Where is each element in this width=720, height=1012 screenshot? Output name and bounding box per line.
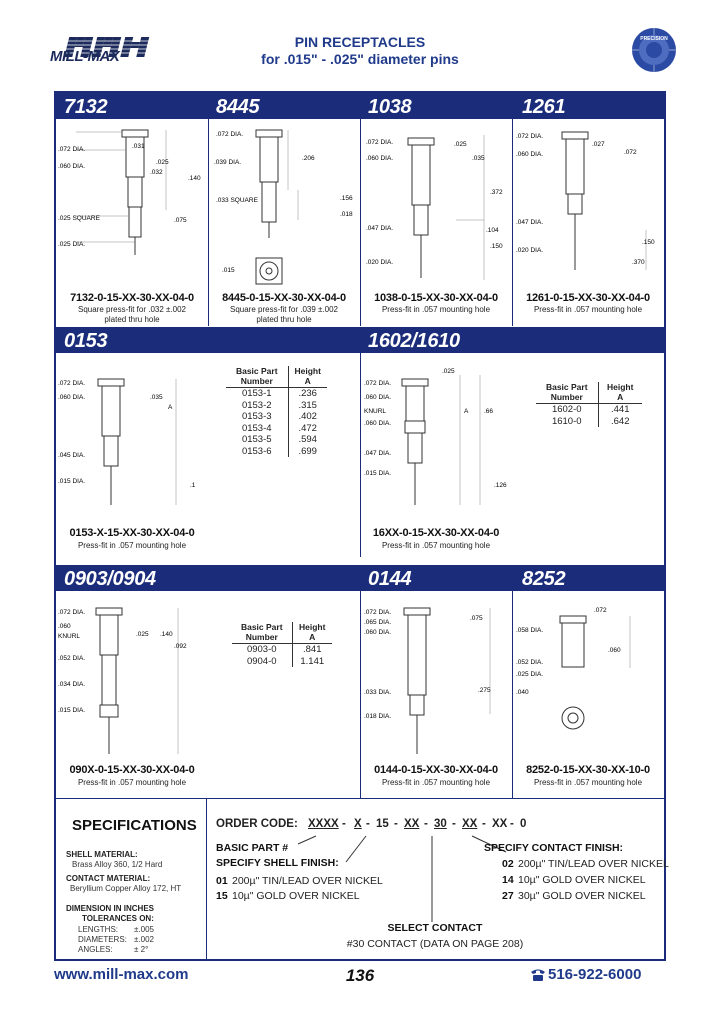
part-number: 0144-0-15-XX-30-XX-04-0 bbox=[374, 764, 498, 776]
mounting-note: Square press-fit for .032 ±.002 bbox=[77, 305, 186, 314]
table-row: 0153-4 .472 bbox=[226, 423, 327, 435]
dim-label: .060 DIA. bbox=[364, 420, 392, 427]
dim-label: .020 DIA. bbox=[516, 247, 544, 254]
dim-label: .033 SQUARE bbox=[216, 197, 258, 204]
dim-label: .033 DIA. bbox=[364, 689, 392, 696]
dim-label: .025 bbox=[442, 368, 455, 375]
phone-number: 516-922-6000 bbox=[548, 966, 642, 983]
mounting-note: Square press-fit for .039 ±.002 bbox=[229, 305, 338, 314]
band-label-8252: 8252 bbox=[522, 568, 566, 590]
dim-label: A bbox=[168, 404, 173, 411]
finish-desc: 30µ" GOLD OVER NICKEL bbox=[518, 890, 646, 902]
dim-label: .060 DIA. bbox=[58, 163, 86, 170]
dim-label: .072 DIA. bbox=[366, 139, 394, 146]
dim-label: .025 DIA. bbox=[516, 671, 544, 678]
table-row: 0153-6 .699 bbox=[226, 446, 327, 458]
part-number: 0153-X-15-XX-30-XX-04-0 bbox=[69, 527, 195, 539]
part-number: 090X-0-15-XX-30-XX-04-0 bbox=[69, 764, 195, 776]
dim-label: .060 DIA. bbox=[364, 629, 392, 636]
dim-label: .025 DIA. bbox=[58, 241, 86, 248]
pin-drawing-0903 bbox=[56, 594, 208, 760]
dim-label: .072 DIA. bbox=[58, 146, 86, 153]
mounting-note: plated thru hole bbox=[104, 315, 160, 324]
order-code-segment: 15 bbox=[376, 818, 389, 830]
spec-text: Beryllium Copper Alloy 172, HT bbox=[70, 884, 182, 893]
dim-label: KNURL bbox=[364, 408, 387, 415]
table-row: 0153-2 .315 bbox=[226, 400, 327, 412]
spec-text: ±.002 bbox=[134, 935, 154, 944]
dim-label: .060 DIA. bbox=[366, 155, 394, 162]
pin-drawing-1038 bbox=[360, 120, 512, 288]
order-code-sep: - bbox=[394, 818, 398, 830]
dim-label: .031 bbox=[132, 143, 145, 150]
dim-label: .060 bbox=[58, 623, 71, 630]
dim-label: .66 bbox=[484, 408, 494, 415]
basic-part-label: BASIC PART # bbox=[216, 842, 289, 854]
order-code-segment: XX bbox=[462, 818, 478, 830]
dim-label: .072 bbox=[594, 607, 607, 614]
dim-label: .370 bbox=[632, 259, 645, 266]
divider bbox=[56, 798, 664, 799]
dim-label: .072 DIA. bbox=[364, 380, 392, 387]
dim-label: .275 bbox=[478, 687, 491, 694]
dim-label: .047 DIA. bbox=[366, 225, 394, 232]
dim-label: .035 bbox=[150, 394, 163, 401]
order-code-segment: 0 bbox=[520, 818, 527, 830]
part-number: 1261-0-15-XX-30-XX-04-0 bbox=[526, 292, 650, 304]
order-code-segment: X bbox=[354, 818, 362, 830]
band-label-1261: 1261 bbox=[522, 96, 566, 118]
select-contact-text: #30 CONTACT (DATA ON PAGE 208) bbox=[346, 938, 524, 950]
specifications-title: SPECIFICATIONS bbox=[72, 817, 197, 834]
finish-desc: 10µ" GOLD OVER NICKEL bbox=[518, 874, 646, 886]
spec-heading: DIMENSION IN INCHES bbox=[66, 904, 155, 913]
part-number: 8445-0-15-XX-30-XX-04-0 bbox=[222, 292, 346, 304]
part-number: 7132-0-15-XX-30-XX-04-0 bbox=[70, 292, 194, 304]
dim-label: .104 bbox=[486, 227, 499, 234]
dim-label: .140 bbox=[160, 631, 173, 638]
pin-drawing-1602-1610 bbox=[360, 355, 512, 515]
phone-icon bbox=[530, 968, 546, 982]
band-label-0903-0904: 0903/0904 bbox=[64, 568, 156, 590]
order-code-segment: 30 bbox=[434, 818, 447, 830]
spec-heading: SHELL MATERIAL: bbox=[66, 850, 138, 859]
band-label-0144: 0144 bbox=[368, 568, 412, 590]
dim-label: .040 bbox=[516, 689, 529, 696]
finish-code: 01 bbox=[216, 875, 228, 887]
spec-text: Brass Alloy 360, 1/2 Hard bbox=[72, 860, 163, 869]
band-label-7132: 7132 bbox=[64, 96, 108, 118]
logo-text: MILL-MAX bbox=[50, 48, 120, 65]
dim-label: .025 bbox=[156, 159, 169, 166]
table-row: 0153-5 .594 bbox=[226, 434, 327, 446]
spec-text: ANGLES: bbox=[78, 945, 113, 954]
height-table-0903 bbox=[232, 622, 332, 667]
mounting-note: plated thru hole bbox=[256, 315, 312, 324]
dim-label: .072 DIA. bbox=[364, 609, 392, 616]
order-code-sep: - bbox=[366, 818, 370, 830]
website-link[interactable]: www.mill-max.com bbox=[54, 966, 189, 983]
seal-text: PRECISION bbox=[640, 36, 668, 42]
dim-label: .060 DIA. bbox=[516, 151, 544, 158]
part-number: 1038-0-15-XX-30-XX-04-0 bbox=[374, 292, 498, 304]
band-label-1602-1610: 1602/1610 bbox=[368, 330, 460, 352]
table-header: Height A bbox=[288, 366, 327, 388]
dim-label: .020 DIA. bbox=[366, 259, 394, 266]
spec-text: DIAMETERS: bbox=[78, 935, 127, 944]
dim-label: .015 DIA. bbox=[364, 470, 392, 477]
dim-label: .075 bbox=[470, 615, 483, 622]
dim-label: .058 DIA. bbox=[516, 627, 544, 634]
contact-finish-label: SPECIFY CONTACT FINISH: bbox=[484, 842, 624, 854]
dim-label: .372 bbox=[490, 189, 503, 196]
dim-label: .065 DIA. bbox=[364, 619, 392, 626]
dim-label: .060 DIA. bbox=[58, 394, 86, 401]
table-header: Basic Part Number bbox=[545, 382, 588, 402]
band-label-1038: 1038 bbox=[368, 96, 412, 118]
dim-label: .060 bbox=[608, 647, 621, 654]
precision-seal-icon bbox=[630, 26, 678, 74]
pin-drawing-0153 bbox=[56, 355, 208, 515]
page-title: PIN RECEPTACLES bbox=[294, 34, 426, 50]
finish-desc: 10µ" GOLD OVER NICKEL bbox=[232, 890, 360, 902]
dim-label: .015 bbox=[222, 267, 235, 274]
order-code-segment: XXXX bbox=[308, 818, 339, 830]
dim-label: .072 DIA. bbox=[516, 133, 544, 140]
order-code-sep: - bbox=[510, 818, 514, 830]
finish-desc: 200µ" TIN/LEAD OVER NICKEL bbox=[232, 875, 383, 887]
table-row: 0903-0 .841 bbox=[232, 644, 332, 656]
order-code-sep: - bbox=[452, 818, 456, 830]
finish-code: 14 bbox=[502, 874, 514, 886]
dim-label: .092 bbox=[174, 643, 187, 650]
mounting-note: Press-fit in .057 mounting hole bbox=[533, 305, 643, 314]
order-code-sep: - bbox=[482, 818, 486, 830]
dim-label: .035 bbox=[472, 155, 485, 162]
dim-label: .150 bbox=[642, 239, 655, 246]
dim-label: .034 DIA. bbox=[58, 681, 86, 688]
table-row: 0153-1 .236 bbox=[226, 388, 327, 400]
pin-drawing-7132 bbox=[56, 120, 208, 288]
height-table-0153 bbox=[226, 366, 327, 457]
dim-label: .032 bbox=[150, 169, 163, 176]
height-table-1602 bbox=[536, 382, 642, 427]
order-code-segment: XX bbox=[492, 818, 508, 830]
dim-label: .015 DIA. bbox=[58, 478, 86, 485]
part-number: 16XX-0-15-XX-30-XX-04-0 bbox=[372, 527, 500, 539]
band-label-8445: 8445 bbox=[216, 96, 260, 118]
dim-label: A bbox=[464, 408, 469, 415]
dim-label: .052 DIA. bbox=[516, 659, 544, 666]
mounting-note: Press-fit in .057 mounting hole bbox=[533, 778, 643, 787]
finish-desc: 200µ" TIN/LEAD OVER NICKEL bbox=[518, 858, 669, 870]
table-header: Basic Part Number bbox=[235, 366, 278, 386]
mounting-note: Press-fit in .057 mounting hole bbox=[77, 778, 187, 787]
table-header: Basic Part Number bbox=[240, 622, 283, 642]
dim-label: .052 DIA. bbox=[58, 655, 86, 662]
order-code-sep: - bbox=[424, 818, 428, 830]
dim-label: KNURL bbox=[58, 633, 81, 640]
spec-heading: TOLERANCES ON: bbox=[82, 914, 154, 923]
mounting-note: Press-fit in .057 mounting hole bbox=[381, 305, 491, 314]
dim-label: .140 bbox=[188, 175, 201, 182]
mounting-note: Press-fit in .057 mounting hole bbox=[381, 778, 491, 787]
dim-label: .072 DIA. bbox=[58, 609, 86, 616]
dim-label: .156 bbox=[340, 195, 353, 202]
dim-label: .018 DIA. bbox=[364, 713, 392, 720]
table-row: 0153-3 .402 bbox=[226, 411, 327, 423]
dim-label: .027 bbox=[592, 141, 605, 148]
order-code-label: ORDER CODE: bbox=[216, 818, 298, 830]
finish-code: 15 bbox=[216, 890, 228, 902]
table-row: 0904-0 1.141 bbox=[232, 656, 332, 668]
dim-label: .072 DIA. bbox=[58, 380, 86, 387]
band-label-0153: 0153 bbox=[64, 330, 108, 352]
dim-label: .1 bbox=[190, 482, 196, 489]
table-header: Height A bbox=[598, 382, 642, 404]
dim-label: .045 DIA. bbox=[58, 452, 86, 459]
mounting-note: Press-fit in .057 mounting hole bbox=[77, 541, 187, 550]
dim-label: .075 bbox=[174, 217, 187, 224]
dim-label: .025 bbox=[136, 631, 149, 638]
dim-label: .126 bbox=[494, 482, 507, 489]
finish-code: 27 bbox=[502, 890, 514, 902]
dim-label: .047 DIA. bbox=[364, 450, 392, 457]
dim-label: .025 SQUARE bbox=[58, 215, 100, 222]
pin-drawing-1261 bbox=[512, 120, 664, 288]
dim-label: .018 bbox=[340, 211, 353, 218]
pin-drawing-8445 bbox=[208, 120, 360, 288]
spec-text: ±.005 bbox=[134, 925, 154, 934]
order-code-segment: XX bbox=[404, 818, 420, 830]
dim-label: .015 DIA. bbox=[58, 707, 86, 714]
dim-label: .072 bbox=[624, 149, 637, 156]
table-row: 1610-0 .642 bbox=[536, 416, 642, 428]
dim-label: .206 bbox=[302, 155, 315, 162]
spec-text: LENGTHS: bbox=[78, 925, 119, 934]
pin-drawing-8252 bbox=[512, 594, 664, 760]
part-number: 8252-0-15-XX-30-XX-10-0 bbox=[526, 764, 650, 776]
page-number: 136 bbox=[345, 966, 375, 985]
spec-text: ± 2° bbox=[134, 945, 149, 954]
dim-label: .039 DIA. bbox=[214, 159, 242, 166]
pin-drawing-0144 bbox=[360, 594, 512, 760]
table-row: 1602-0 .441 bbox=[536, 404, 642, 416]
dim-label: .072 DIA. bbox=[216, 131, 244, 138]
dim-label: .060 DIA. bbox=[364, 394, 392, 401]
table-header: Height A bbox=[292, 622, 332, 644]
spec-heading: CONTACT MATERIAL: bbox=[66, 874, 151, 883]
select-contact-label: SELECT CONTACT bbox=[387, 922, 483, 934]
page-subtitle: for .015" - .025" diameter pins bbox=[261, 51, 459, 67]
dim-label: .150 bbox=[490, 243, 503, 250]
order-code-sep: - bbox=[342, 818, 346, 830]
dim-label: .025 bbox=[454, 141, 467, 148]
dim-label: .047 DIA. bbox=[516, 219, 544, 226]
finish-code: 02 bbox=[502, 858, 514, 870]
mounting-note: Press-fit in .057 mounting hole bbox=[381, 541, 491, 550]
shell-finish-label: SPECIFY SHELL FINISH: bbox=[216, 857, 339, 869]
